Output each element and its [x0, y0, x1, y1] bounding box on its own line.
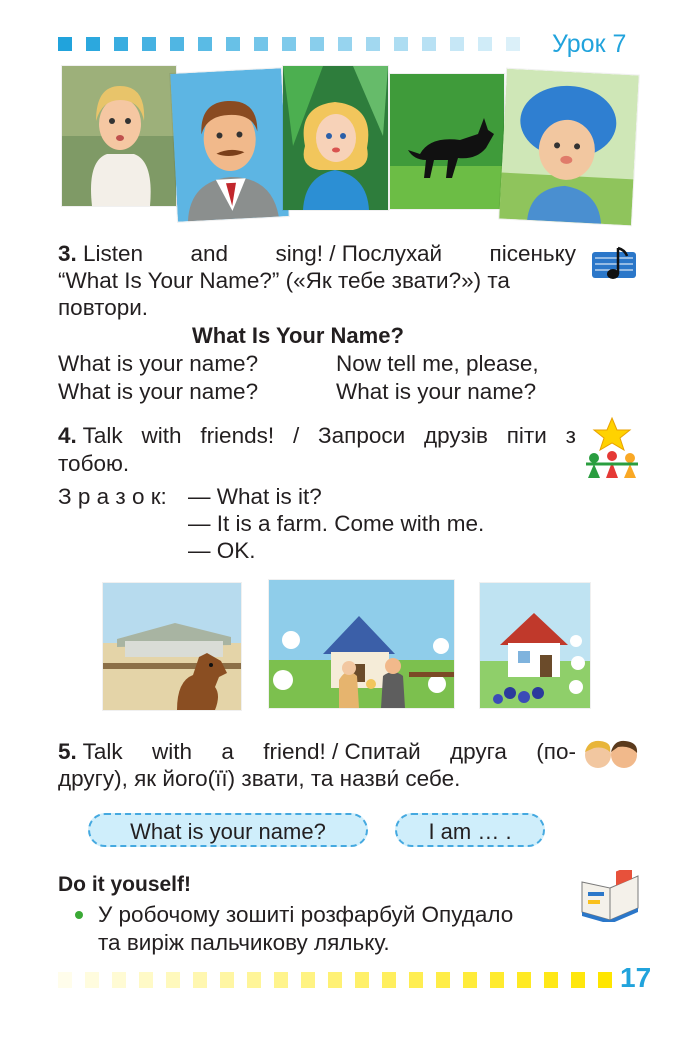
header-dash [142, 37, 156, 51]
homework-line1: У робочому зошиті розфарбуй Опудало [98, 902, 514, 927]
dialog-line-2: — It is a farm. Come with me. [188, 511, 485, 536]
lesson-title: Урок 7 [552, 30, 627, 58]
picture-farm-horse [103, 583, 241, 710]
footer-dash-strip [58, 972, 618, 988]
footer-dash [355, 972, 369, 988]
footer-dash [571, 972, 585, 988]
ex4-number: 4. [58, 423, 77, 448]
dialog-line-3: — OK. [188, 538, 256, 563]
bubble-question: What is your name? [88, 813, 368, 847]
song-title: What Is Your Name? [192, 323, 404, 348]
ex3-line1: 3. Listen and sing! / Послухай пісеньку [58, 241, 576, 266]
sample-label: З р а з о к: [58, 484, 167, 509]
header-dash [478, 37, 492, 51]
picture-girl [283, 66, 388, 210]
ex5-number: 5. [58, 739, 77, 764]
footer-dash [382, 972, 396, 988]
footer-dash [490, 972, 504, 988]
ex5-line1: 5. Talk with a friend! / Спитай друга (по- [58, 739, 576, 764]
ex3-line2: “What Is Your Name?” («Як тебе звати?») та [58, 268, 510, 293]
footer-dash [193, 972, 207, 988]
footer-dash [220, 972, 234, 988]
bubble-answer: I am … . [395, 813, 545, 847]
ex4-line2: тобою. [58, 451, 130, 476]
footer-dash [301, 972, 315, 988]
header-dash [58, 37, 72, 51]
picture-scarecrow [499, 69, 639, 226]
footer-dash [58, 972, 72, 988]
picture-woman [62, 66, 176, 206]
header-dash [254, 37, 268, 51]
ex3-number: 3. [58, 241, 77, 266]
footer-dash [463, 972, 477, 988]
header-dash [170, 37, 184, 51]
header-dash [450, 37, 464, 51]
header-dash-strip [58, 37, 544, 51]
workbook-icon [580, 870, 640, 922]
footer-dash [85, 972, 99, 988]
footer-dash [112, 972, 126, 988]
lyrics-left-1: What is your name? [58, 351, 259, 376]
footer-dash [409, 972, 423, 988]
header-dash [394, 37, 408, 51]
pair-talk-icon [582, 738, 640, 772]
homework-title: Do it youself! [58, 873, 192, 896]
header-dash [282, 37, 296, 51]
header-dash [422, 37, 436, 51]
picture-dog [390, 74, 504, 209]
header-dash [310, 37, 324, 51]
header-dash [366, 37, 380, 51]
ex4-line1: 4. Talk with friends! / Запроси друзів піти з [58, 423, 576, 448]
footer-dash [139, 972, 153, 988]
header-dash [226, 37, 240, 51]
footer-dash [517, 972, 531, 988]
header-dash [198, 37, 212, 51]
footer-dash [436, 972, 450, 988]
lyrics-left-2: What is your name? [58, 379, 259, 404]
bullet-dot [75, 911, 83, 919]
footer-dash [328, 972, 342, 988]
lyrics-right-1: Now tell me, please, [336, 351, 539, 376]
header-dash [114, 37, 128, 51]
page-number: 17 [620, 962, 652, 993]
dialog-line-1: — What is it? [188, 484, 322, 509]
footer-dash [166, 972, 180, 988]
team-star-icon [584, 416, 640, 480]
footer-dash [274, 972, 288, 988]
footer-dash [544, 972, 558, 988]
header-dash [506, 37, 520, 51]
picture-farm-family [269, 580, 454, 708]
footer-dash [247, 972, 261, 988]
picture-man [170, 68, 289, 222]
homework-line2: та виріж пальчикову ляльку. [98, 930, 390, 955]
picture-farm-house [480, 583, 590, 708]
music-icon [591, 244, 639, 284]
ex3-line3: повтори. [58, 295, 149, 320]
footer-dash [598, 972, 612, 988]
header-dash [338, 37, 352, 51]
ex5-line2: другу), як його(її) звати, та назви́ себе. [58, 766, 461, 791]
lyrics-right-2: What is your name? [336, 379, 537, 404]
header-dash [86, 37, 100, 51]
